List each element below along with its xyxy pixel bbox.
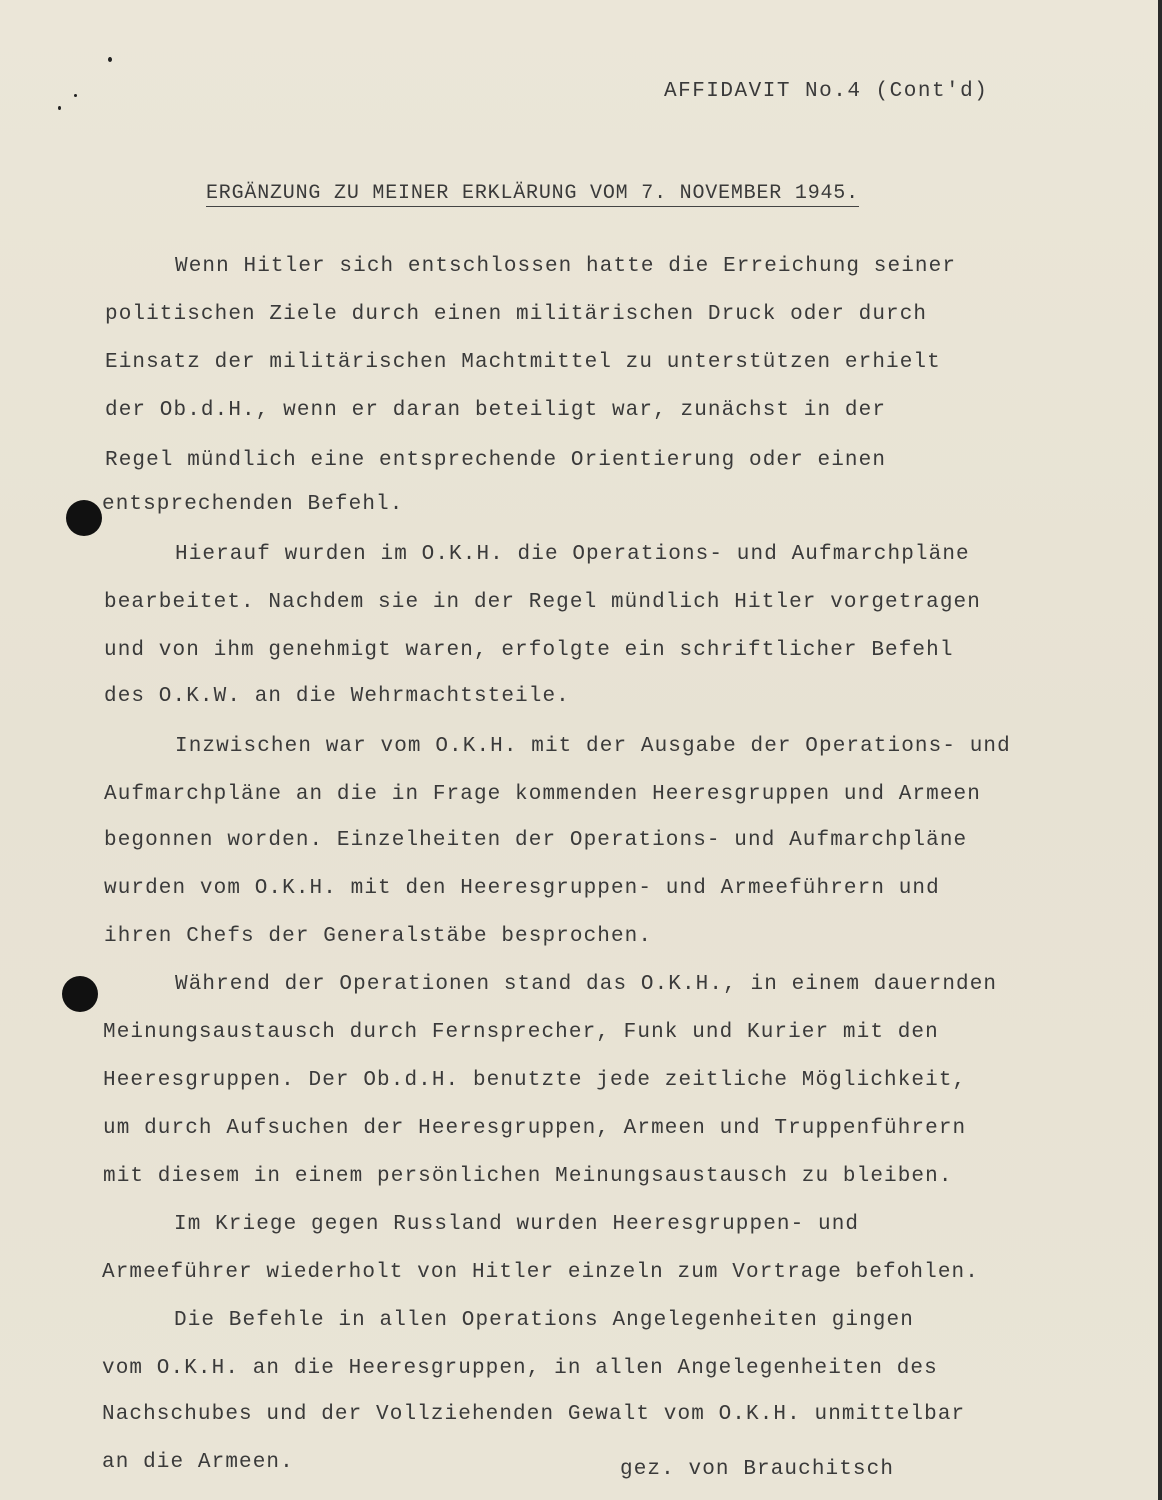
- text-line: um durch Aufsuchen der Heeresgruppen, Armeen und Truppenführern: [103, 1117, 967, 1140]
- text-line: Hierauf wurden im O.K.H. die Operations- und Aufmarchpläne: [175, 543, 970, 566]
- ink-speck: [108, 57, 112, 62]
- text-line: Heeresgruppen. Der Ob.d.H. benutzte jede zeitliche Möglichkeit,: [103, 1069, 967, 1092]
- text-line: Während der Operationen stand das O.K.H., in einem dauernden: [175, 973, 998, 996]
- text-line: bearbeitet. Nachdem sie in der Regel mündlich Hitler vorgetragen: [104, 591, 981, 614]
- text-line: und von ihm genehmigt waren, erfolgte ein schriftlicher Befehl: [104, 639, 954, 662]
- text-line: Aufmarchpläne an die in Frage kommenden Heeresgruppen und Armeen: [104, 783, 981, 806]
- text-line: Armeeführer wiederholt von Hitler einzeln zum Vortrage befohlen.: [102, 1261, 979, 1284]
- document-title: ERGÄNZUNG ZU MEINER ERKLÄRUNG VOM 7. NOVEMBER 1945.: [206, 182, 859, 205]
- text-line: Im Kriege gegen Russland wurden Heeresgruppen- und: [174, 1213, 860, 1236]
- text-line: an die Armeen.: [102, 1451, 294, 1474]
- punch-hole-top: [66, 500, 102, 536]
- text-line: Die Befehle in allen Operations Angelegenheiten gingen: [174, 1309, 914, 1332]
- text-line: vom O.K.H. an die Heeresgruppen, in allen Angelegenheiten des: [102, 1357, 938, 1380]
- ink-speck: [74, 94, 77, 97]
- ink-speck: [58, 106, 61, 110]
- text-line: politischen Ziele durch einen militärischen Druck oder durch: [105, 303, 928, 326]
- text-line: begonnen worden. Einzelheiten der Operations- und Aufmarchpläne: [104, 829, 968, 852]
- text-line: Meinungsaustausch durch Fernsprecher, Funk und Kurier mit den: [103, 1021, 939, 1044]
- top-edge-mark: [1072, 0, 1102, 4]
- text-line: wurden vom O.K.H. mit den Heeresgruppen- und Armeeführern und: [104, 877, 940, 900]
- page-edge-shadow: [1158, 0, 1162, 1500]
- text-line: der Ob.d.H., wenn er daran beteiligt war, zunächst in der: [105, 399, 887, 422]
- punch-hole-bottom: [62, 976, 98, 1012]
- text-line: Einsatz der militärischen Machtmittel zu unterstützen erhielt: [105, 351, 941, 374]
- text-line: Inzwischen war vom O.K.H. mit der Ausgabe der Operations- und: [175, 735, 1011, 758]
- text-line: Regel mündlich eine entsprechende Orientierung oder einen: [105, 449, 887, 472]
- text-line: Wenn Hitler sich entschlossen hatte die Erreichung seiner: [175, 255, 957, 278]
- text-line: entsprechenden Befehl.: [102, 493, 404, 516]
- text-line: ihren Chefs der Generalstäbe besprochen.: [104, 925, 653, 948]
- text-line: Nachschubes und der Vollziehenden Gewalt vom O.K.H. unmittelbar: [102, 1403, 966, 1426]
- text-line: des O.K.W. an die Wehrmachtsteile.: [104, 685, 570, 708]
- affidavit-header: AFFIDAVIT No.4 (Cont'd): [664, 80, 989, 103]
- signature-line: gez. von Brauchitsch: [620, 1458, 895, 1481]
- text-line: mit diesem in einem persönlichen Meinungsaustausch zu bleiben.: [103, 1165, 953, 1188]
